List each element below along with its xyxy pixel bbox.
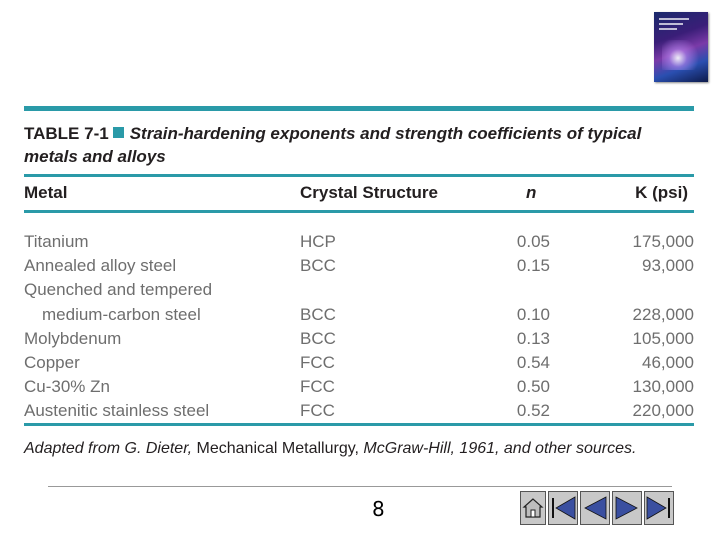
table-label: TABLE 7-1 bbox=[24, 124, 109, 143]
cell-structure: FCC bbox=[300, 377, 335, 396]
page-number: 8 bbox=[372, 497, 385, 521]
cell-metal: Titanium bbox=[24, 232, 89, 251]
cell-structure: FCC bbox=[300, 401, 335, 420]
square-bullet-icon bbox=[113, 127, 124, 138]
cell-n: 0.10 bbox=[516, 305, 550, 324]
table-caption bbox=[24, 122, 694, 168]
footnote-part-c: McGraw-Hill, 1961, and other sources. bbox=[363, 440, 637, 457]
header-top-rule bbox=[24, 174, 694, 177]
previous-page-icon bbox=[581, 494, 609, 522]
cell-n: 0.50 bbox=[516, 377, 550, 396]
header-metal: Metal bbox=[24, 183, 68, 202]
next-page-button[interactable] bbox=[612, 491, 642, 525]
cell-metal: medium-carbon steel bbox=[42, 305, 201, 324]
cell-metal: Annealed alloy steel bbox=[24, 256, 177, 275]
header-n: n bbox=[526, 183, 537, 202]
table-title-line1: Strain-hardening exponents and strength coefficients of typical bbox=[129, 124, 642, 143]
cell-metal: Molybdenum bbox=[24, 329, 122, 348]
cell-structure: HCP bbox=[300, 232, 336, 251]
cell-k: 130,000 bbox=[632, 377, 694, 396]
cell-metal: Austenitic stainless steel bbox=[24, 401, 210, 420]
next-page-icon bbox=[613, 494, 641, 522]
cell-n: 0.05 bbox=[516, 232, 550, 251]
table-top-rule bbox=[24, 106, 694, 111]
cell-k: 228,000 bbox=[632, 305, 694, 324]
table-bottom-rule bbox=[24, 423, 694, 426]
footnote-part-a: Adapted from G. Dieter, bbox=[24, 440, 193, 457]
footer-divider bbox=[48, 486, 672, 487]
home-button[interactable] bbox=[520, 491, 546, 525]
cell-k: 46,000 bbox=[642, 353, 694, 372]
cell-k: 220,000 bbox=[632, 401, 694, 420]
cell-metal: Quenched and tempered bbox=[24, 280, 213, 299]
last-page-icon bbox=[645, 494, 673, 522]
cell-metal: Cu-30% Zn bbox=[24, 377, 110, 396]
home-icon bbox=[521, 496, 545, 520]
table-title-line2: metals and alloys bbox=[24, 147, 166, 166]
first-page-icon bbox=[549, 494, 577, 522]
cell-k: 93,000 bbox=[642, 256, 694, 275]
cell-metal: Copper bbox=[24, 353, 80, 372]
header-bottom-rule bbox=[24, 210, 694, 213]
cell-structure: BCC bbox=[300, 305, 336, 324]
header-k: K (psi) bbox=[635, 183, 688, 202]
book-cover-thumbnail bbox=[654, 12, 708, 82]
cell-structure: BCC bbox=[300, 329, 336, 348]
cell-k: 175,000 bbox=[632, 232, 694, 251]
cell-structure: FCC bbox=[300, 353, 335, 372]
first-page-button[interactable] bbox=[548, 491, 578, 525]
table-footnote bbox=[24, 440, 636, 458]
cell-n: 0.13 bbox=[516, 329, 550, 348]
header-crystal-structure: Crystal Structure bbox=[300, 183, 438, 202]
footnote-part-b: Mechanical Metallurgy, bbox=[196, 440, 359, 457]
cell-k: 105,000 bbox=[632, 329, 694, 348]
cell-structure: BCC bbox=[300, 256, 336, 275]
cell-n: 0.52 bbox=[516, 401, 550, 420]
slide-navigation bbox=[520, 491, 668, 525]
cell-n: 0.15 bbox=[516, 256, 550, 275]
cell-n: 0.54 bbox=[516, 353, 550, 372]
previous-page-button[interactable] bbox=[580, 491, 610, 525]
last-page-button[interactable] bbox=[644, 491, 674, 525]
